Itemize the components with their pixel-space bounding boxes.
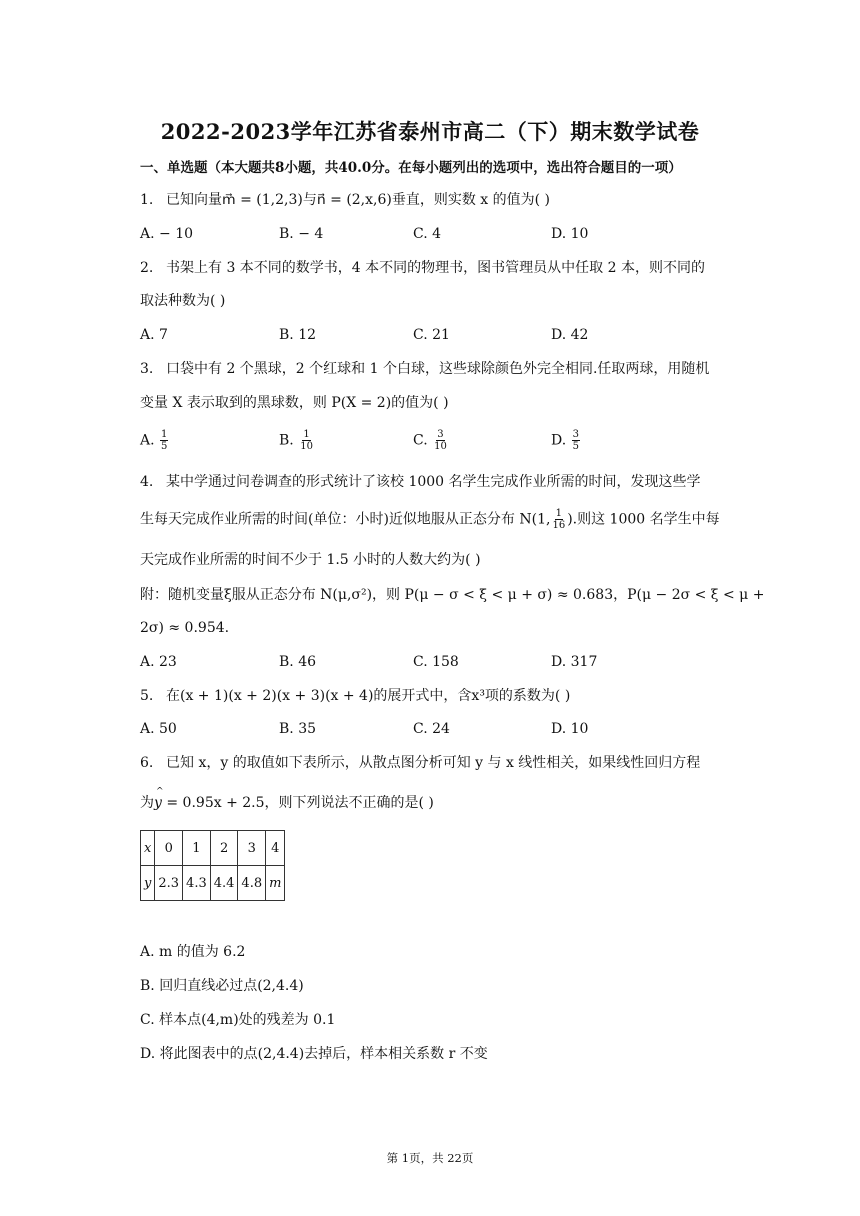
- question-text: 已知 x，y 的取值如下表所示，从散点图分析可知 y 与 x 线性相关，如果线性回归方程: [166, 755, 701, 771]
- question-text: 口袋中有 2 个黑球，2 个红球和 1 个白球，这些球除颜色外完全相同.任取两球，用随机: [166, 361, 710, 377]
- question-3: [140, 358, 709, 380]
- option-b[interactable]: B. 12: [279, 327, 317, 343]
- fraction: [299, 429, 314, 452]
- question-number: 6.: [140, 755, 154, 771]
- question-2: [140, 257, 705, 279]
- question-text-cont: 变量 X 表示取到的黑球数，则 P(X = 2)的值为( ): [140, 395, 449, 411]
- table-cell: y: [141, 866, 155, 901]
- question-number: 4.: [140, 474, 154, 490]
- text-segment: ).则这 1000 名学生中每: [567, 511, 720, 528]
- option-a[interactable]: A. 23: [140, 654, 177, 670]
- question-number: 2.: [140, 260, 154, 276]
- fraction: [433, 429, 448, 452]
- fraction: [572, 429, 580, 452]
- option-d[interactable]: D. 将此图表中的点(2,4.4)去掉后，样本相关系数 r 不变: [140, 1046, 488, 1062]
- option-b[interactable]: [279, 429, 315, 452]
- question-text: 已知向量m⃗ = (1,2,3)与n⃗ = (2,x,6)垂直，则实数 x 的值为( ): [166, 192, 551, 208]
- numerator: 3: [572, 429, 580, 440]
- option-c[interactable]: C. 21: [413, 327, 450, 343]
- section-heading: 一、单选题（本大题共8小题，共40.0分。在每小题列出的选项中，选出符合题目的一项）: [140, 160, 682, 176]
- question-text-cont: 天完成作业所需的时间不少于 1.5 小时的人数大约为( ): [140, 552, 481, 568]
- question-1: [140, 189, 550, 211]
- question-text-cont: [140, 508, 720, 531]
- option-d[interactable]: [551, 429, 581, 452]
- option-c[interactable]: [413, 429, 449, 452]
- question-note-cont: 2σ) ≈ 0.954.: [140, 620, 230, 636]
- option-b[interactable]: B. − 4: [279, 226, 324, 242]
- text-segment: 生每天完成作业所需的时间(单位：小时)近似地服从正态分布 N(1,: [140, 511, 551, 528]
- table-cell: 4.8: [238, 866, 266, 901]
- fraction: [160, 429, 168, 452]
- text-segment: 为: [140, 795, 154, 811]
- question-number: 3.: [140, 361, 154, 377]
- text-segment: = 0.95x + 2.5，则下列说法不正确的是( ): [161, 795, 434, 811]
- table-cell: 2: [210, 831, 238, 866]
- table-cell: m: [266, 866, 285, 901]
- option-a[interactable]: A. − 10: [140, 226, 194, 242]
- denominator: 5: [572, 441, 580, 452]
- table-row: [141, 831, 285, 866]
- question-text: 书架上有 3 本不同的数学书，4 本不同的物理书，图书管理员从中任取 2 本，则不同的: [166, 260, 705, 276]
- table-cell: 0: [155, 831, 183, 866]
- question-text: 在(x + 1)(x + 2)(x + 3)(x + 4)的展开式中，含x³项的系数为( ): [166, 688, 571, 704]
- option-c[interactable]: C. 样本点(4,m)处的残差为 0.1: [140, 1012, 336, 1028]
- denominator: 16: [552, 520, 566, 531]
- option-b[interactable]: B. 回归直线必过点(2,4.4): [140, 978, 304, 994]
- option-letter: B.: [279, 432, 294, 449]
- option-a[interactable]: A. 7: [140, 327, 168, 343]
- denominator: 10: [434, 441, 447, 452]
- option-d[interactable]: D. 10: [551, 721, 589, 737]
- option-d[interactable]: D. 10: [551, 226, 589, 242]
- table-cell: 4.3: [183, 866, 211, 901]
- option-letter: A.: [140, 432, 155, 449]
- table-cell: 2.3: [155, 866, 183, 901]
- y-hat-symbol: ^ y: [154, 792, 162, 814]
- option-c[interactable]: C. 158: [413, 654, 459, 670]
- question-1-options: [140, 223, 740, 247]
- fraction: [551, 508, 566, 531]
- option-b[interactable]: B. 35: [279, 721, 317, 737]
- question-3-options: [140, 429, 740, 453]
- numerator: 1: [555, 508, 562, 519]
- numerator: 3: [437, 429, 444, 440]
- question-text-cont: [140, 792, 434, 814]
- option-letter: D.: [551, 432, 567, 449]
- question-5-options: [140, 718, 740, 742]
- option-b[interactable]: B. 46: [279, 654, 317, 670]
- option-c[interactable]: C. 24: [413, 721, 450, 737]
- table-cell: 1: [183, 831, 211, 866]
- question-2-options: [140, 324, 740, 348]
- question-4: [140, 471, 701, 493]
- data-table: [140, 830, 285, 901]
- denominator: 10: [300, 441, 313, 452]
- numerator: 1: [161, 429, 168, 440]
- question-number: 5.: [140, 688, 154, 704]
- denominator: 5: [161, 441, 168, 452]
- question-note: 附：随机变量ξ服从正态分布 N(μ,σ²)，则 P(μ − σ < ξ < μ + σ) ≈ 0.683，P(μ − 2σ < ξ < μ +: [140, 587, 765, 603]
- question-number: 1.: [140, 192, 154, 208]
- table-cell: 3: [238, 831, 266, 866]
- question-6: [140, 752, 700, 774]
- option-a[interactable]: A. 50: [140, 721, 177, 737]
- page-footer: 第 1页，共 22页: [386, 1151, 474, 1165]
- question-4-options: [140, 651, 740, 675]
- question-text: 某中学通过问卷调查的形式统计了该校 1000 名学生完成作业所需的时间，发现这些学: [166, 474, 701, 490]
- page-title: 2022-2023学年江苏省泰州市高二（下）期末数学试卷: [160, 119, 700, 144]
- table-cell: 4: [266, 831, 285, 866]
- numerator: 1: [303, 429, 310, 440]
- option-a[interactable]: A. m 的值为 6.2: [140, 944, 246, 960]
- option-letter: C.: [413, 432, 428, 449]
- table-cell: x: [141, 831, 155, 866]
- table-cell: 4.4: [210, 866, 238, 901]
- question-5: [140, 685, 570, 707]
- option-d[interactable]: D. 317: [551, 654, 598, 670]
- option-d[interactable]: D. 42: [551, 327, 589, 343]
- table-row: [141, 866, 285, 901]
- question-text-cont: 取法种数为( ): [140, 293, 226, 309]
- option-c[interactable]: C. 4: [413, 226, 442, 242]
- option-a[interactable]: [140, 429, 169, 452]
